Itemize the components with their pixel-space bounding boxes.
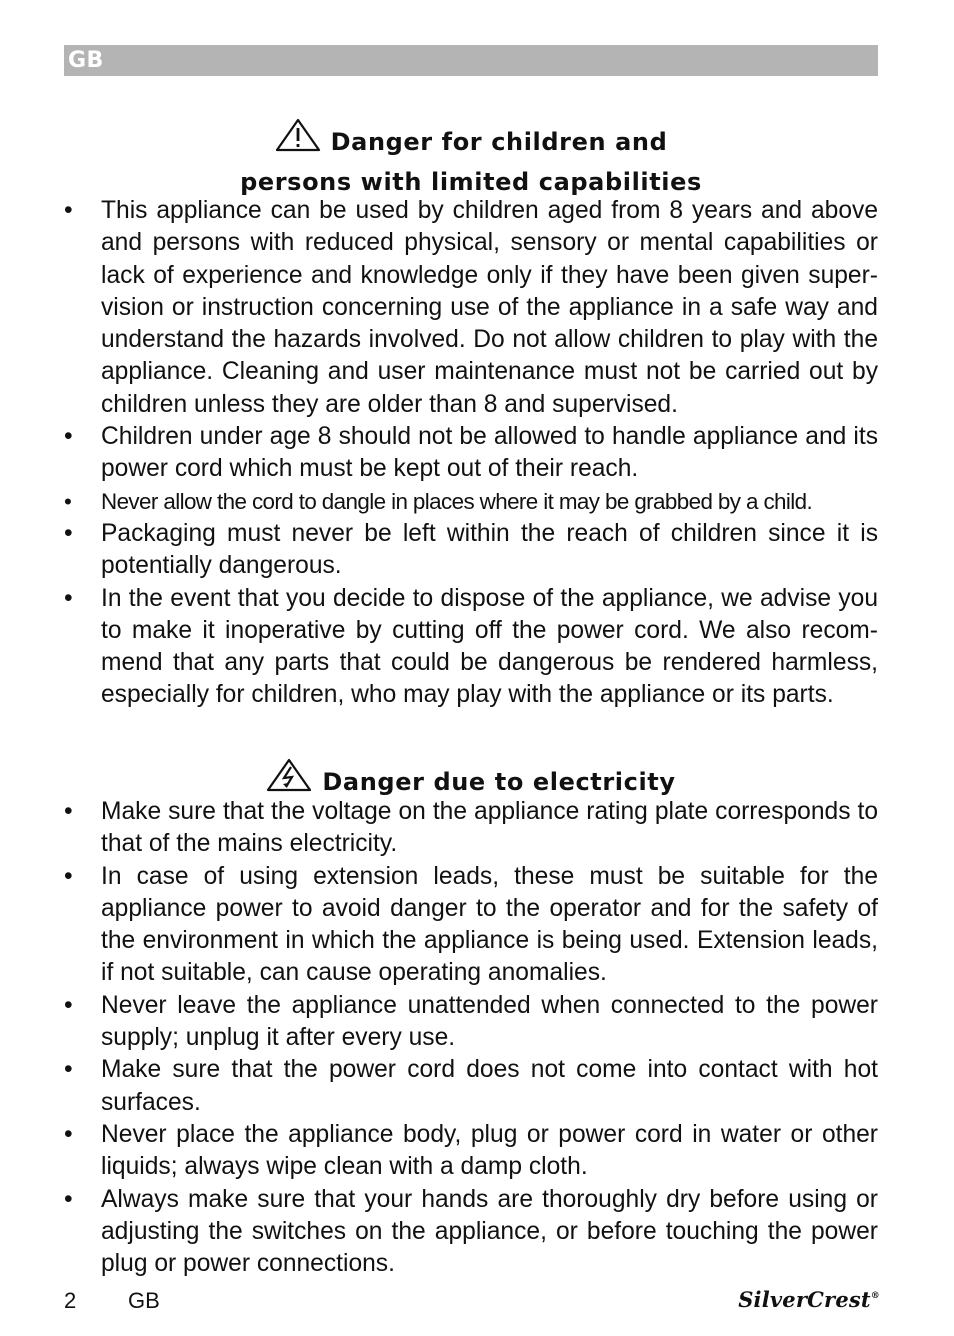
brand-logo	[738, 1287, 880, 1312]
footer-language-code: GB	[128, 1288, 160, 1313]
list-item: • Packaging must never be left within the reach of children since it is potentially dangerous.	[64, 519, 878, 580]
list-item: • Children under age 8 should not be allowed to handle appliance and its power cord which must be kept out of their reach.	[64, 423, 878, 483]
section-electricity-title: Danger due to electricity	[322, 768, 676, 796]
registered-mark: ®	[870, 1291, 880, 1301]
language-code: GB	[68, 48, 104, 73]
electric-hazard-icon	[266, 758, 312, 792]
list-item: • In the event that you decide to dispose of the appliance, we advise you to make it inoperative by cutting off the power cord. We also recommend that any parts that could be dangerous be rendered harmless, especially for children, who may play with the appliance or its parts.	[64, 584, 878, 709]
list-item: • Never place the appliance body, plug or power cord in water or other liquids; always wipe clean with a damp cloth.	[64, 1120, 878, 1181]
list-item: • This appliance can be used by children aged from 8 years and above and persons with reduced physical, sensory or mental capabilities or lack of experience and knowledge only if they have been given supervision or instruction concerning use of the appliance in a safe way and understand the hazards involved. Do not allow children to play with the appliance. Cleaning and user maintenance must not be carried out by children unless they are older than 8 and supervised.	[64, 197, 878, 418]
language-header-bar	[64, 45, 878, 76]
electricity-safety-list	[64, 796, 878, 1280]
list-item: • Never leave the appliance unattended when connected to the power supply; unplug it after every use.	[64, 991, 878, 1052]
list-item: • Always make sure that your hands are thoroughly dry before using or adjusting the switches on the appliance, or before touching the power plug or power connections.	[64, 1185, 878, 1278]
list-item: • Never allow the cord to dangle in places where it may be grabbed by a child.	[64, 488, 813, 514]
section-children-title-line2: persons with limited capabilities	[240, 168, 702, 196]
section-children-heading	[64, 118, 878, 202]
list-item: • Make sure that the voltage on the appliance rating plate corresponds to that of the mains electricity.	[64, 798, 878, 858]
children-safety-list	[64, 195, 878, 712]
list-item: • In case of using extension leads, these must be suitable for the appliance power to avoid danger to the operator and for the safety of the environment in which the appliance is being used. Extension leads, if not suitable, can cause operating anomalies.	[64, 862, 878, 987]
warning-triangle-icon	[275, 118, 321, 152]
brand-name: SilverCrest	[738, 1287, 871, 1312]
section-children-title-line1: Danger for children and	[330, 128, 668, 156]
list-item: • Make sure that the power cord does not come into contact with hot surfaces.	[64, 1056, 878, 1116]
page-number: 2	[64, 1288, 77, 1313]
